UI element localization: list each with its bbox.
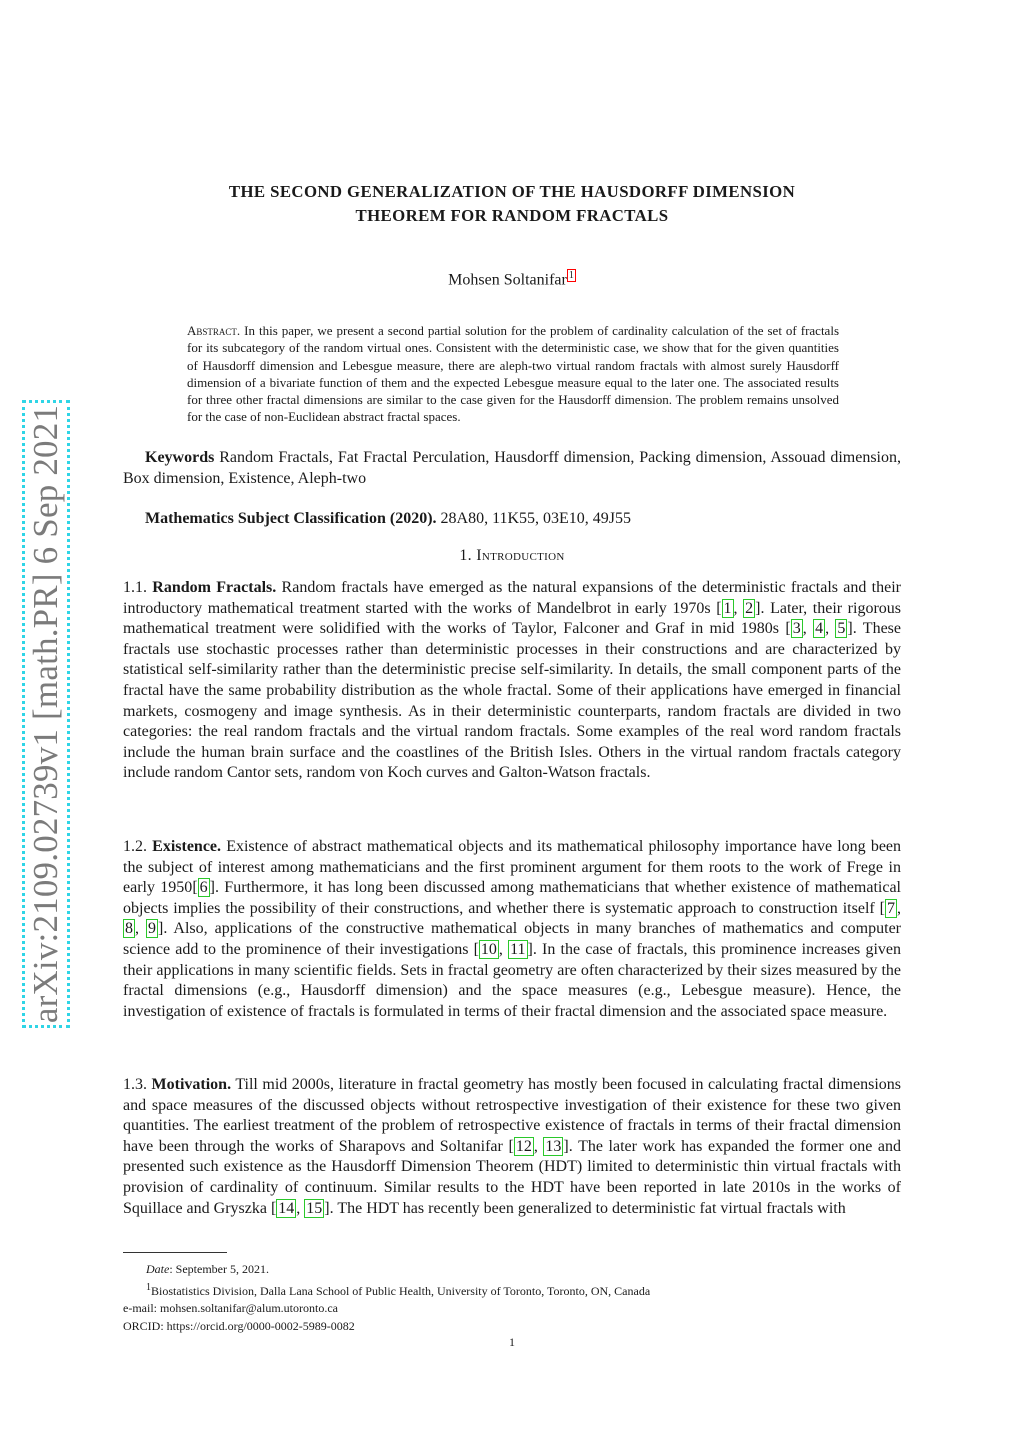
paragraph-text: . Also, applications of the constructive mathematical objects in many branches of mathematics and computer science add to the prominence of their investigations — [123, 920, 902, 958]
paragraph-text: . In the case of fractals, this prominence increases given their applications in many scientific fields. Sets in fractal geometry are often characterized by their sizes measured by the fractal dimensions (e.g., Hausdorff dimension) and the space measures (e.g., Lebesgue measure). Hence, the investigation of existence of fractals is formulated in terms of their fractal dimension and the associated space measure. — [123, 940, 901, 1020]
keywords-label: Keywords — [145, 449, 215, 466]
affiliation-mark: 1 — [146, 1281, 151, 1293]
paragraph-text: . The HDT has recently been generalized to deterministic fat virtual fractals with — [329, 1199, 846, 1217]
section-title-introduction: 1. Introduction — [459, 547, 565, 564]
footnote-divider — [123, 1252, 227, 1253]
author-name: Mohsen Soltanifar — [448, 271, 567, 289]
paragraph-text: Till mid 2000s, literature in fractal geometry has mostly been focused in calculating fractal dimensions and space measures of the discussed objects without retrospective investigation of their existence for these two given quantities. The earliest treatment of the problem of retrospective existence of fractals in terms of their fractal dimension have been through the works of Sharapovs and Soltanifar — [123, 1076, 901, 1155]
keywords-text: Random Fractals, Fat Fractal Perculation, Hausdorff dimension, Packing dimension, Assouad dimension, Box dimension, Existence, Aleph-two — [123, 449, 901, 487]
citation-link[interactable]: 7 — [887, 899, 895, 917]
citation-link[interactable]: 1 — [723, 599, 732, 617]
citation-link[interactable]: 5 — [837, 620, 846, 638]
footnote-date — [123, 1261, 901, 1279]
citation-link[interactable]: 14 — [278, 1199, 295, 1217]
arxiv-stamp-text[interactable]: arXiv:2109.02739v1 [math.PR] 6 Sep 2021 — [26, 404, 65, 1024]
citation-link[interactable]: 13 — [545, 1137, 562, 1155]
author-footnote-link[interactable]: 1 — [568, 270, 574, 281]
date-value: : September 5, 2021. — [169, 1262, 269, 1276]
citation-link[interactable]: 2 — [745, 599, 754, 617]
subsection-number: 1.3. — [123, 1076, 147, 1093]
citation-link[interactable]: 9 — [148, 920, 156, 938]
abstract — [187, 322, 839, 426]
affiliation-text: Biostatistics Division, Dalla Lana School of Public Health, University of Toronto, Toronto, ON, Canada — [151, 1283, 651, 1298]
footnotes — [123, 1261, 901, 1335]
page-number: 1 — [509, 1335, 515, 1349]
footnote-orcid: ORCID: https://orcid.org/0000-0002-5989-0082 — [123, 1318, 355, 1333]
subsection-heading: Random Fractals. — [152, 579, 277, 596]
subsection-heading: Motivation. — [151, 1076, 232, 1093]
msc-label: Mathematics Subject Classification (2020). — [145, 510, 437, 527]
citation-link[interactable]: 11 — [510, 940, 526, 958]
paragraph-text: . The later work has expanded the former one and presented such existence as the Hausdorff Dimension Theorem (HDT) limited to deterministic thin virtual fractals with provision of cardinality of continuum. Similar results to the HDT have been reported in late 2010s in the works of Squillace and Gryszka — [123, 1137, 902, 1217]
title-line-2: THEOREM FOR RANDOM FRACTALS — [355, 206, 669, 225]
paper-title — [120, 180, 904, 228]
title-line-1: THE SECOND GENERALIZATION OF THE HAUSDORFF DIMENSION — [228, 182, 796, 201]
paragraph-existence: 1.2. Existence. Existence of abstract mathematical objects and its mathematical philosophy importance have long been the subject of interest among mathematicians and the first prominent argument for them roots to the work of Frege in early 1950[ 6 ]. Furthermore, it has long been discussed among mathematicians that whether existence of mathematical objects implies the possibility of their constructions, and whether there is systematic approach to construction itself [ 7 , 8 , 9 ]. Also, applications of the constructive mathematical objects in many branches of mathematics and computer science add to the prominence of their investigations [ 10 , 11 ]. In the case of fractals, this prominence increases given their applications in many scientific fields. Sets in fractal geometry are often characterized by their sizes measured by the fractal dimensions (e.g., Hausdorff dimension) and the space measures (e.g., Lebesgue measure). Hence, the investigation of existence of fractals is formulated in terms of their fractal dimension and the associated space measure. — [123, 838, 902, 1020]
citation-link[interactable]: 12 — [515, 1137, 532, 1155]
citation-link[interactable]: 10 — [480, 940, 497, 958]
paragraph-text: . Later, their rigorous mathematical treatment were solidified with the works of Taylor, Falconer and Graf in mid 1980s — [123, 599, 902, 638]
footnote-affiliation — [123, 1279, 901, 1301]
paragraph-text: Random fractals have emerged as the natural expansions of the deterministic fractals and their introductory mathematical treatment started with the works of Mandelbrot in early 1970s — [123, 579, 901, 617]
keywords — [123, 448, 901, 489]
author — [0, 271, 1024, 289]
citation-link[interactable]: 6 — [199, 879, 208, 897]
msc — [123, 509, 901, 530]
subsection-number: 1.2. — [123, 838, 147, 855]
paragraph-text: . These fractals use stochastic processes rather than deterministic processes in their constructions and are characterized by statistical self-similarity rather than the deterministic precise self-similarity. In details, the small component parts of the fractal have the same probability distribution as the whole fractal. Some of their applications have emerged in financial markets, cosmogeny and image synthesis. As in their deterministic counterparts, random fractals are divided in two categories: the real random fractals and the virtual random fractals. Some examples of the real word random fractals include the human brain surface and the coastlines of the British Isles. Others in the virtual random fractals category include random Cantor sets, random von Koch curves and Galton-Watson fractals. — [123, 620, 902, 782]
paragraph-random-fractals: 1.1. Random Fractals. Random fractals have emerged as the natural expansions of the deterministic fractals and their introductory mathematical treatment started with the works of Mandelbrot in early 1970s [ 1 , 2 ]. Later, their rigorous mathematical treatment were solidified with the works of Taylor, Falconer and Graf in mid 1980s [ 3 , 4 , 5 ]. These fractals use stochastic processes rather than deterministic processes in their constructions and are characterized by statistical self-similarity rather than the deterministic precise self-similarity. In details, the small component parts of the fractal have the same probability distribution as the whole fractal. Some of their applications have emerged in financial markets, cosmogeny and image synthesis. As in their deterministic counterparts, random fractals are divided in two categories: the real random fractals and the virtual random fractals. Some examples of the real word random fractals include the human brain surface and the coastlines of the British Isles. Others in the virtual random fractals category include random Cantor sets, random von Koch curves and Galton-Watson fractals. — [123, 579, 902, 782]
arxiv-stamp — [22, 400, 70, 1028]
subsection-heading: Existence. — [152, 838, 222, 855]
abstract-label: Abstract. — [187, 323, 241, 338]
footnote-email: e-mail: mohsen.soltanifar@alum.utoronto.ca — [123, 1301, 338, 1315]
paragraph-text: Existence of abstract mathematical objects and its mathematical philosophy importance have long been the subject of interest among mathematicians and the first prominent argument for them roots to the work of Frege in early 1950 — [123, 838, 902, 897]
citation-link[interactable]: 3 — [792, 620, 801, 638]
paragraph-text: . Furthermore, it has long been discussed among mathematicians that whether existence of mathematical objects implies the possibility of their constructions, and whether there is systematic approach to construction itself — [123, 879, 901, 917]
date-label: Date — [146, 1262, 170, 1276]
citation-link[interactable]: 4 — [815, 620, 824, 638]
citation-link[interactable]: 8 — [125, 920, 133, 938]
msc-codes: 28A80, 11K55, 03E10, 49J55 — [440, 510, 632, 527]
subsection-number: 1.1. — [123, 579, 147, 596]
paragraph-motivation: 1.3. Motivation. Till mid 2000s, literature in fractal geometry has mostly been focused in calculating fractal dimensions and space measures of the discussed objects without retrospective investigation of their existence for these two given quantities. The earliest treatment of the problem of retrospective existence of fractals in terms of their fractal dimension have been through the works of Sharapovs and Soltanifar [ 12 , 13 ]. The later work has expanded the former one and presented such existence as the Hausdorff Dimension Theorem (HDT) limited to deterministic thin virtual fractals with provision of cardinality of continuum. Similar results to the HDT have been reported in late 2010s in the works of Squillace and Gryszka [ 14 , 15 ]. The HDT has recently been generalized to deterministic fat virtual fractals with — [123, 1076, 902, 1217]
citation-link[interactable]: 15 — [306, 1199, 323, 1217]
abstract-text: In this paper, we present a second partial solution for the problem of cardinality calculation of the set of fractals for its subcategory of the random virtual ones. Consistent with the deterministic case, we show that for the given quantities of Hausdorff dimension and Lebesgue measure, there are aleph-two virtual random fractals with almost surely Hausdorff dimension of a bivariate function of them and the expected Lebesgue measure equal to the later one. The associated results for three other fractal dimensions are similar to the case given for the Hausdorff dimension. The problem remains unsolved for the case of non-Euclidean abstract fractal spaces. — [187, 323, 839, 425]
